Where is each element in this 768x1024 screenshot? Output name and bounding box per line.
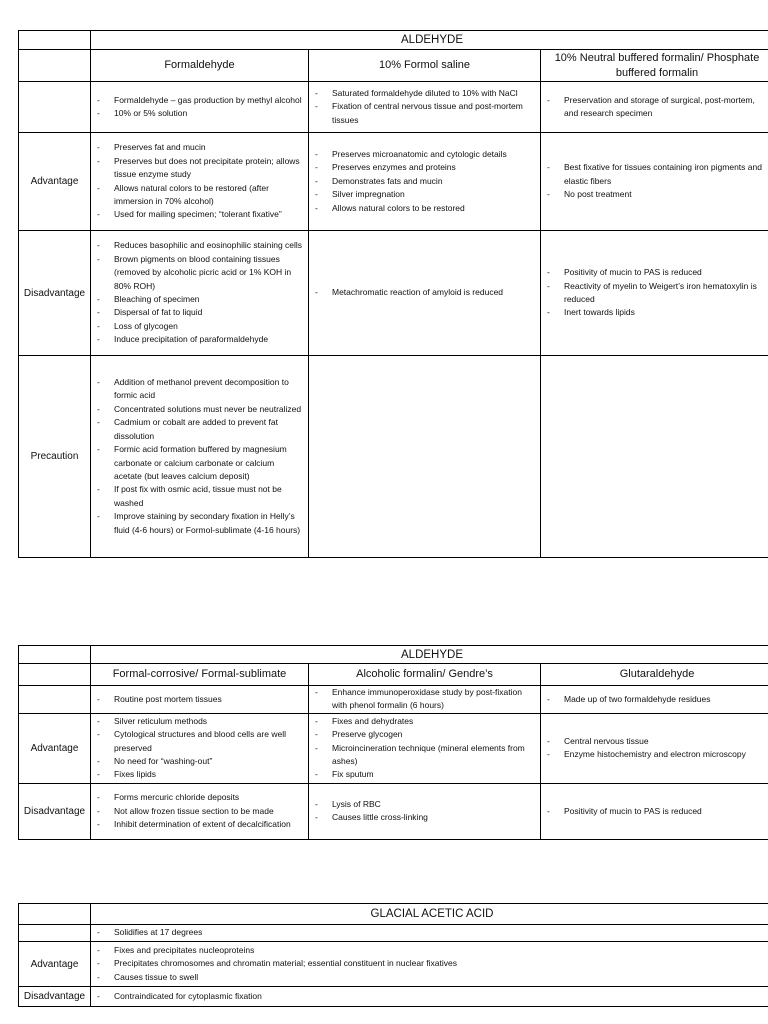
bullet-list — [95, 239, 304, 346]
bullet-list — [95, 791, 304, 831]
list-item: - Saturated formaldehyde diluted to 10% with NaCl — [332, 87, 536, 100]
fixative-table-aldehyde-2 — [18, 645, 768, 840]
list-item: - Not allow frozen tissue section to be made — [114, 805, 304, 818]
row-label — [19, 82, 91, 133]
list-item: - Dispersal of fat to liquid — [114, 306, 304, 319]
table-row — [19, 686, 768, 714]
list-item: - Precipitates chromosomes and chromatin material; essential constituent in nuclear fixatives — [114, 957, 768, 970]
bullet-list — [95, 715, 304, 782]
list-item: - Enhance immunoperoxidase study by post-fixation with phenol formalin (6 hours) — [332, 686, 536, 713]
list-item: - Formic acid formation buffered by magnesium carbonate or calcium carbonate or calcium acetate (but leaves calcium deposit) — [114, 443, 304, 483]
table-row — [19, 713, 768, 783]
table-cell — [541, 783, 768, 839]
list-item: - Fixes and precipitates nucleoproteins — [114, 944, 768, 957]
list-item: - Used for mailing specimen; “tolerant fixative” — [114, 208, 304, 221]
table-cell — [91, 713, 309, 783]
bullet-list — [545, 94, 768, 121]
bullet-list — [95, 376, 304, 537]
table-cell — [541, 356, 768, 558]
table-title: GLACIAL ACETIC ACID — [91, 904, 768, 925]
bullet-list — [313, 286, 536, 299]
row-label — [19, 686, 91, 714]
list-item: - Solidifies at 17 degrees — [114, 926, 768, 939]
list-item: - Central nervous tissue — [564, 735, 768, 748]
empty-corner-cell — [19, 31, 91, 50]
list-item: - Improve staining by secondary fixation in Helly’s fluid (4-6 hours) or Formol-sublimate (4-16 hours) — [114, 510, 304, 537]
table-row — [19, 783, 768, 839]
column-header: Formal-corrosive/ Formal-sublimate — [91, 664, 309, 686]
table-title: ALDEHYDE — [91, 646, 768, 664]
list-item: - Cadmium or cobalt are added to prevent fat dissolution — [114, 416, 304, 443]
list-item: - Bleaching of specimen — [114, 293, 304, 306]
list-item: - Loss of glycogen — [114, 320, 304, 333]
empty-corner-cell — [19, 904, 91, 925]
list-item: - Inert towards lipids — [564, 306, 768, 319]
list-item: - Lysis of RBC — [332, 798, 536, 811]
table-cell — [91, 686, 309, 714]
table-row — [19, 925, 768, 942]
list-item: - Cytological structures and blood cells are well preserved — [114, 728, 304, 755]
column-header: 10% Formol saline — [309, 50, 541, 82]
bullet-list — [313, 686, 536, 713]
list-item: - Enzyme histochemistry and electron microscopy — [564, 748, 768, 761]
bullet-list — [545, 805, 768, 818]
bullet-list — [313, 148, 536, 215]
list-item: - If post fix with osmic acid, tissue must not be washed — [114, 483, 304, 510]
fixative-table-aldehyde-1 — [18, 30, 768, 558]
bullet-list — [95, 990, 768, 1003]
list-item: - 10% or 5% solution — [114, 107, 304, 120]
table-row — [19, 356, 768, 558]
table-row — [19, 987, 768, 1007]
list-item: - Routine post mortem tissues — [114, 693, 304, 706]
list-item: - Reduces basophilic and eosinophilic staining cells — [114, 239, 304, 252]
row-label: Disadvantage — [19, 231, 91, 356]
list-item: - Preserves enzymes and proteins — [332, 161, 536, 174]
list-item: - Addition of methanol prevent decomposition to formic acid — [114, 376, 304, 403]
list-item: - Fixes lipids — [114, 768, 304, 781]
list-item: - Causes little cross-linking — [332, 811, 536, 824]
list-item: - Silver reticulum methods — [114, 715, 304, 728]
table-cell — [309, 713, 541, 783]
bullet-list — [545, 161, 768, 201]
table-cell — [541, 82, 768, 133]
list-item: - No need for “washing-out” — [114, 755, 304, 768]
table-cell — [541, 231, 768, 356]
column-header: Formaldehyde — [91, 50, 309, 82]
list-item: - Allows natural colors to be restored — [332, 202, 536, 215]
list-item: - Fixes and dehydrates — [332, 715, 536, 728]
table-title: ALDEHYDE — [91, 31, 768, 50]
list-item: - Reactivity of myelin to Weigert’s iron hematoxylin is reduced — [564, 280, 768, 307]
table-cell — [309, 686, 541, 714]
list-item: - Microincineration technique (mineral elements from ashes) — [332, 742, 536, 769]
table-cell — [91, 942, 768, 987]
list-item: - Metachromatic reaction of amyloid is reduced — [332, 286, 536, 299]
bullet-list — [95, 944, 768, 984]
table-cell — [91, 133, 309, 231]
bullet-list — [95, 141, 304, 221]
bullet-list — [95, 693, 304, 706]
table-cell — [309, 82, 541, 133]
empty-corner-cell — [19, 646, 91, 664]
list-item: - Preservation and storage of surgical, post-mortem, and research specimen — [564, 94, 768, 121]
table-cell — [91, 231, 309, 356]
bullet-list — [545, 266, 768, 320]
list-item: - Contraindicated for cytoplasmic fixation — [114, 990, 768, 1003]
row-label: Advantage — [19, 713, 91, 783]
list-item: - Best fixative for tissues containing iron pigments and elastic fibers — [564, 161, 768, 188]
list-item: - Allows natural colors to be restored (after immersion in 70% alcohol) — [114, 182, 304, 209]
list-item: - Made up of two formaldehyde residues — [564, 693, 768, 706]
list-item: - Inhibit determination of extent of decalcification — [114, 818, 304, 831]
bullet-list — [545, 693, 768, 706]
empty-header-cell — [19, 50, 91, 82]
list-item: - Brown pigments on blood containing tissues (removed by alcoholic picric acid or 1% KOH in 80% ROH) — [114, 253, 304, 293]
row-label: Precaution — [19, 356, 91, 558]
empty-header-cell — [19, 664, 91, 686]
list-item: - Fixation of central nervous tissue and post-mortem tissues — [332, 100, 536, 127]
table-cell — [309, 356, 541, 558]
list-item: - Induce precipitation of paraformaldehyde — [114, 333, 304, 346]
list-item: - Positivity of mucin to PAS is reduced — [564, 805, 768, 818]
bullet-list — [95, 926, 768, 939]
table-cell — [91, 82, 309, 133]
table-cell — [91, 925, 768, 942]
list-item: - Fix sputum — [332, 768, 536, 781]
bullet-list — [313, 715, 536, 782]
bullet-list — [545, 735, 768, 762]
table-cell — [541, 686, 768, 714]
row-label: Disadvantage — [19, 783, 91, 839]
list-item: - Preserves fat and mucin — [114, 141, 304, 154]
bullet-list — [95, 94, 304, 121]
column-header: 10% Neutral buffered formalin/ Phosphate buffered formalin — [541, 50, 768, 82]
bullet-list — [313, 798, 536, 825]
list-item: - Preserves microanatomic and cytologic details — [332, 148, 536, 161]
table-cell — [541, 133, 768, 231]
column-header: Alcoholic formalin/ Gendre’s — [309, 664, 541, 686]
column-header: Glutaraldehyde — [541, 664, 768, 686]
table-row — [19, 82, 768, 133]
table-cell — [309, 783, 541, 839]
table-cell — [91, 783, 309, 839]
table-cell — [309, 133, 541, 231]
bullet-list — [313, 87, 536, 127]
list-item: - Positivity of mucin to PAS is reduced — [564, 266, 768, 279]
table-cell — [541, 713, 768, 783]
table-cell — [91, 356, 309, 558]
list-item: - Demonstrates fats and mucin — [332, 175, 536, 188]
row-label — [19, 925, 91, 942]
row-label: Disadvantage — [19, 987, 91, 1007]
table-cell — [91, 987, 768, 1007]
list-item: - Causes tissue to swell — [114, 971, 768, 984]
list-item: - Silver impregnation — [332, 188, 536, 201]
list-item: - Forms mercuric chloride deposits — [114, 791, 304, 804]
row-label: Advantage — [19, 133, 91, 231]
row-label: Advantage — [19, 942, 91, 987]
table-row — [19, 942, 768, 987]
table-cell — [309, 231, 541, 356]
fixative-table-glacial-acetic-acid — [18, 903, 768, 1007]
list-item: - Preserve glycogen — [332, 728, 536, 741]
list-item: - Concentrated solutions must never be neutralized — [114, 403, 304, 416]
list-item: - Preserves but does not precipitate protein; allows tissue enzyme study — [114, 155, 304, 182]
table-row — [19, 133, 768, 231]
list-item: - Formaldehyde – gas production by methyl alcohol — [114, 94, 304, 107]
list-item: - No post treatment — [564, 188, 768, 201]
table-row — [19, 231, 768, 356]
